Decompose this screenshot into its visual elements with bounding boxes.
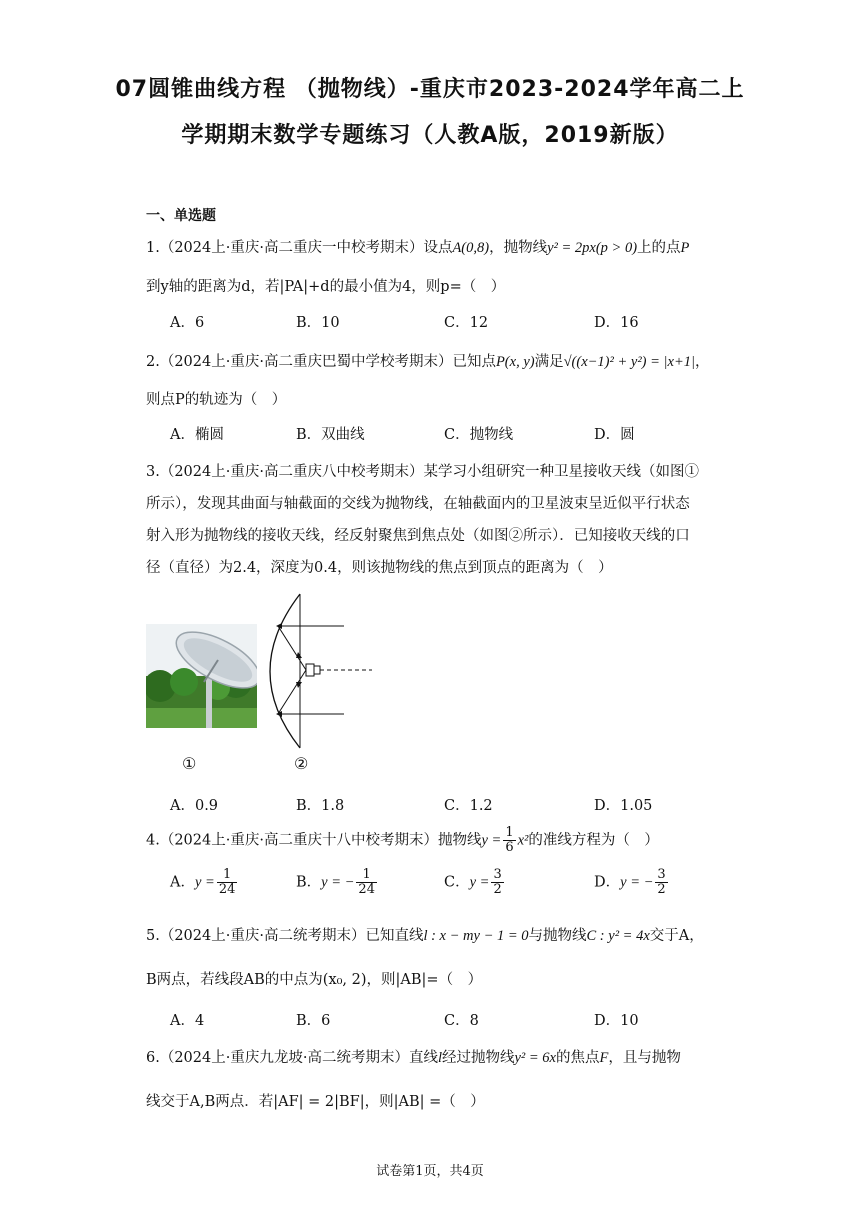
q2-text: 2.（2024上·重庆·高二重庆巴蜀中学校考期末）已知点 [146,354,496,370]
q4-option-d[interactable] [594,868,670,897]
q1-text: ，抛物线 [489,240,548,256]
figure-caption-1: ① [182,754,197,773]
satellite-dish-image [146,624,257,728]
q2-option-c[interactable]: C．抛物线 [444,427,514,443]
q3-option-b[interactable]: B．1.8 [296,798,345,814]
option-denominator: 24 [358,882,375,897]
q3-line-2: 所示），发现其曲面与轴截面的交线为抛物线，在轴截面内的卫星波束呈近似平行状态 [146,496,690,512]
q4-option-c[interactable] [444,868,506,897]
q1-point-a: A(0,8) [452,240,490,256]
q1-text: 1.（2024上·重庆·高二重庆一中校考期末）设点 [146,240,453,256]
q4-eq-rhs: x² [517,832,529,849]
option-numerator: 1 [356,868,377,883]
q3-line-1: 3.（2024上·重庆·高二重庆八中校考期末）某学习小组研究一种卫星接收天线（如图① [146,464,699,480]
q6-text: 经过抛物线 [441,1050,515,1066]
option-denominator: 2 [493,882,502,897]
q6-text: 的焦点 [556,1050,600,1066]
title-line-2: 学期期末数学专题练习（人教A版，2019新版） [181,123,679,148]
option-lhs: y = − [321,874,355,891]
option-fraction [491,868,503,897]
q4-option-a[interactable] [170,868,239,897]
q1-line-1 [146,236,689,257]
q2-line-2: 则点P的轨迹为（ ） [146,392,287,408]
q3-option-a[interactable]: A．0.9 [170,798,219,814]
figure-caption-2: ② [294,754,309,773]
q5-line-1 [146,924,704,945]
q5-option-c[interactable]: C．8 [444,1013,479,1029]
option-denominator: 24 [218,882,236,897]
option-numerator: 3 [657,867,666,882]
q6-parabola-eq: y² = 6x [514,1050,556,1066]
q6-text: ，且与抛物 [608,1050,681,1066]
option-label: A． [170,874,195,891]
satellite-dish-photo [146,624,257,728]
option-lhs: y = [194,874,215,891]
q2-option-d[interactable]: D．圆 [594,427,635,443]
q1-parabola-eq: y² = 2px(p > 0) [547,240,638,256]
option-label: D． [594,874,621,891]
option-fraction [655,868,667,897]
q1-text: 上的点 [637,240,681,256]
option-numerator: 1 [217,868,238,883]
q1-point-p: P [680,240,690,256]
q2-text: ， [694,354,710,370]
q2-option-b[interactable]: B．双曲线 [296,427,365,443]
page-footer: 试卷第1页，共4页 [376,1164,484,1179]
option-fraction [217,868,238,897]
section-heading: 一、单选题 [146,208,216,224]
q6-text: 6.（2024上·重庆九龙坡·高二统考期末）直线 [146,1050,438,1066]
option-lhs: y = [469,874,490,891]
option-label: B． [296,874,322,891]
q6-line-2: 线交于A,B两点．若|AF| = 2|BF|，则|AB| =（ ） [146,1094,485,1110]
q4-eq-lhs: y = [481,832,502,849]
q1-line-2: 到y轴的距离为d，若|PA|+d的最小值为4，则p=（ ） [146,279,506,295]
q5-line-2: B两点，若线段AB的中点为(x₀, 2)，则|AB|=（ ） [146,972,483,988]
option-numerator: 3 [493,867,502,882]
title-line-1: 07圆锥曲线方程 （抛物线）-重庆市2023-2024学年高二上 [115,77,745,102]
q1-option-b[interactable]: B．10 [296,315,340,331]
q2-point-p: P(x, y) [495,354,535,370]
q2-text: 满足 [534,354,564,370]
q6-line-1 [146,1046,681,1067]
q5-line-eq: l : x − my − 1 = 0 [423,928,529,944]
q2-condition-eq: √((x−1)² + y²) = |x+1| [563,354,695,370]
q4-eq-numerator: 1 [505,825,514,840]
q3-option-d[interactable]: D．1.05 [594,798,653,814]
q3-line-3: 射入形为抛物线的接收天线，经反射聚焦到焦点处（如图②所示）．已知接收天线的口 [146,528,690,544]
q2-line-1 [146,350,709,371]
q2-option-a[interactable]: A．椭圆 [170,427,224,443]
q5-text: 交于A， [649,928,704,944]
q4-eq-fraction [503,826,515,855]
q5-text: 与抛物线 [528,928,587,944]
q3-line-4: 径（直径）为2.4，深度为0.4，则该抛物线的焦点到顶点的距离为（ ） [146,560,613,576]
q3-option-c[interactable]: C．1.2 [444,798,493,814]
parabola-reflection-diagram [262,592,382,752]
q5-option-b[interactable]: B．6 [296,1013,331,1029]
q5-parabola-eq: C : y² = 4x [586,928,650,944]
q4-line-1 [146,826,659,855]
q4-text: 4.（2024上·重庆·高二重庆十八中校考期末）抛物线 [146,832,482,849]
option-fraction [356,868,377,897]
q5-text: 5.（2024上·重庆·高二统考期末）已知直线 [146,928,424,944]
q4-option-b[interactable] [296,868,379,897]
option-denominator: 2 [657,882,666,897]
q1-option-d[interactable]: D．16 [594,315,639,331]
q3-figure [146,592,386,782]
q6-focus-f: F [599,1050,609,1066]
q1-option-c[interactable]: C．12 [444,315,489,331]
option-lhs: y = − [620,874,654,891]
q6-line-l: l [437,1050,442,1066]
q4-eq-denominator: 6 [505,840,514,855]
q5-option-d[interactable]: D．10 [594,1013,639,1029]
q1-option-a[interactable]: A．6 [170,315,205,331]
q4-text: 的准线方程为（ ） [528,832,659,849]
option-label: C． [444,874,470,891]
q5-option-a[interactable]: A．4 [170,1013,205,1029]
